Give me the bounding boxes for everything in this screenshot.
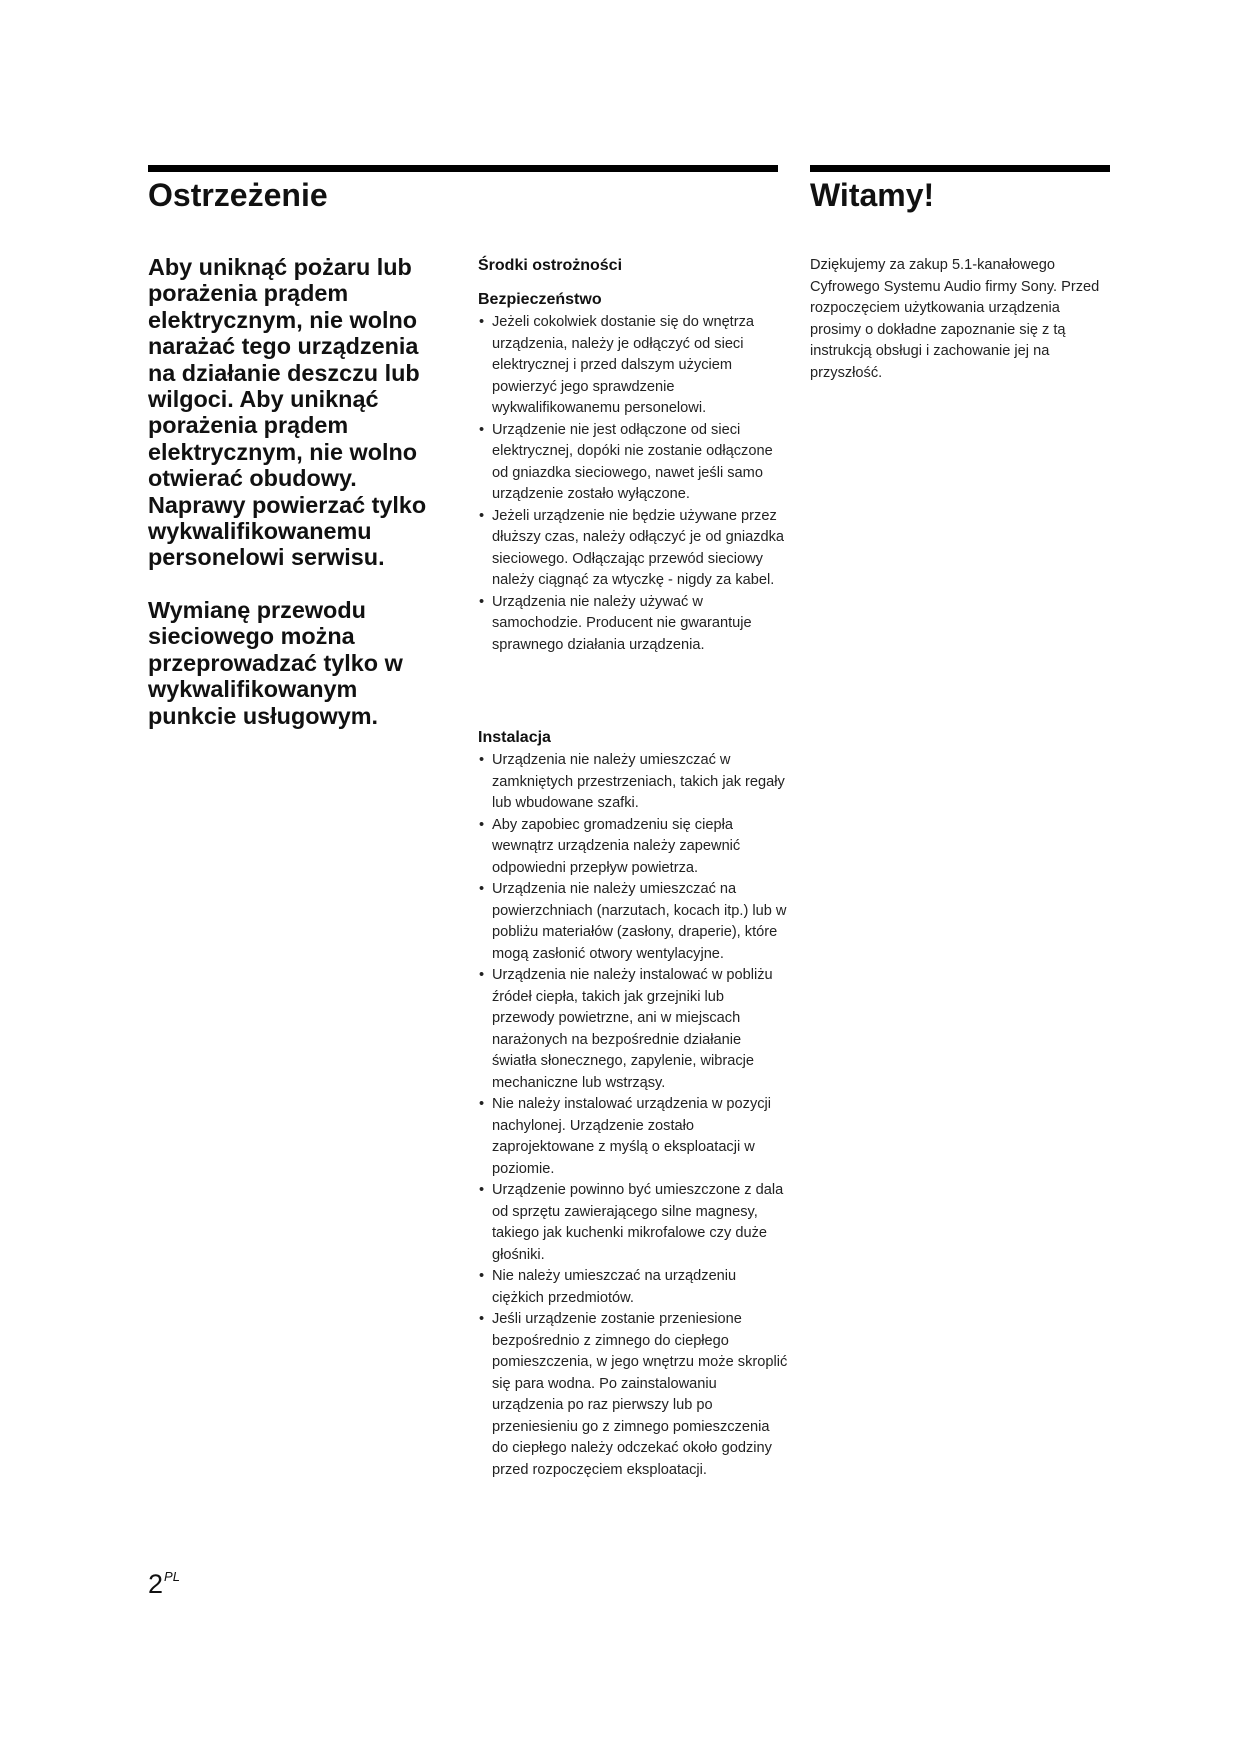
page-number <box>148 1562 180 1599</box>
precautions-heading: Środki ostrożności <box>478 257 623 274</box>
list-item: • Urządzenia nie należy umieszczać w zamkniętych przestrzeniach, takich jak regały lub wbudowane szafki. <box>478 750 788 815</box>
safety-heading: Bezpieczeństwo <box>478 291 602 308</box>
list-item: • Urządzenie nie jest odłączone od sieci elektrycznej, dopóki nie zostanie odłączone od gniazdka sieciowego, nawet jeśli samo urządzenie zostało wyłączone. <box>478 420 788 506</box>
right-header-rule <box>810 165 1110 172</box>
warning-title: Ostrzeżenie <box>148 177 328 213</box>
list-item: • Nie należy instalować urządzenia w pozycji nachylonej. Urządzenie zostało zaprojektowane z myślą o eksploatacji w poziomie. <box>478 1094 788 1180</box>
safety-list <box>478 312 788 656</box>
list-item: • Jeżeli urządzenie nie będzie używane przez dłuższy czas, należy odłączyć je od gniazdka sieciowego. Odłączając przewód sieciowy należy ciągnąć za wtyczkę - nigdy za kabel. <box>478 506 788 592</box>
left-header-rule <box>148 165 778 172</box>
list-item: • Urządzenia nie należy umieszczać na powierzchniach (narzutach, kocach itp.) lub w pobliżu materiałów (zasłony, draperie), które mogą zasłonić otwory wentylacyjne. <box>478 879 788 965</box>
welcome-text: Dziękujemy za zakup 5.1-kanałowego Cyfrowego Systemu Audio firmy Sony. Przed rozpoczęciem użytkowania urządzenia prosimy o dokładne zapoznanie się z tą instrukcją obsługi i zachowanie jej na przyszłość. <box>810 257 1100 381</box>
list-item: • Aby zapobiec gromadzeniu się ciepła wewnątrz urządzenia należy zapewnić odpowiedni przepływ powietrza. <box>478 815 788 880</box>
list-item: • Urządzenie powinno być umieszczone z dala od sprzętu zawierającego silne magnesy, takiego jak kuchenki mikrofalowe czy duże głośniki. <box>478 1180 788 1266</box>
fire-shock-warning: Aby uniknąć pożaru lub porażenia prądem elektrycznym, nie wolno narażać tego urządzenia na działanie deszczu lub wilgoci. Aby uniknąć porażenia prądem elektrycznym, nie wolno otwierać obudowy. Naprawy powierzać tylko wykwalifikowanemu personelowi serwisu. <box>148 254 427 571</box>
installation-heading: Instalacja <box>478 729 551 746</box>
installation-list <box>478 750 788 1481</box>
list-item: • Nie należy umieszczać na urządzeniu ciężkich przedmiotów. <box>478 1266 788 1309</box>
list-item: • Jeżeli cokolwiek dostanie się do wnętrza urządzenia, należy je odłączyć od sieci elektrycznej i przed dalszym użyciem powierzyć jego sprawdzenie wykwalifikowanemu personelowi. <box>478 312 788 420</box>
list-item: • Jeśli urządzenie zostanie przeniesione bezpośrednio z zimnego do ciepłego pomieszczenia, w jego wnętrzu może skroplić się para wodna. Po zainstalowaniu urządzenia po raz pierwszy lub po przeniesieniu go z zimnego pomieszczenia do ciepłego należy odczekać około godziny przed rozpoczęciem eksploatacji. <box>478 1309 788 1481</box>
language-code: PL <box>164 1569 180 1584</box>
welcome-title: Witamy! <box>810 177 935 213</box>
list-item: • Urządzenia nie należy instalować w pobliżu źródeł ciepła, takich jak grzejniki lub przewody powietrzne, ani w miejscach narażonych na bezpośrednie działanie światła słonecznego, zapylenie, wibracje mechaniczne lub wstrząsy. <box>478 965 788 1094</box>
page-number-value: 2 <box>148 1569 164 1599</box>
power-cord-warning: Wymianę przewodu sieciowego można przeprowadzać tylko w wykwalifikowanym punkcie usługowym. <box>148 597 403 729</box>
list-item: • Urządzenia nie należy używać w samochodzie. Producent nie gwarantuje sprawnego działania urządzenia. <box>478 592 788 657</box>
